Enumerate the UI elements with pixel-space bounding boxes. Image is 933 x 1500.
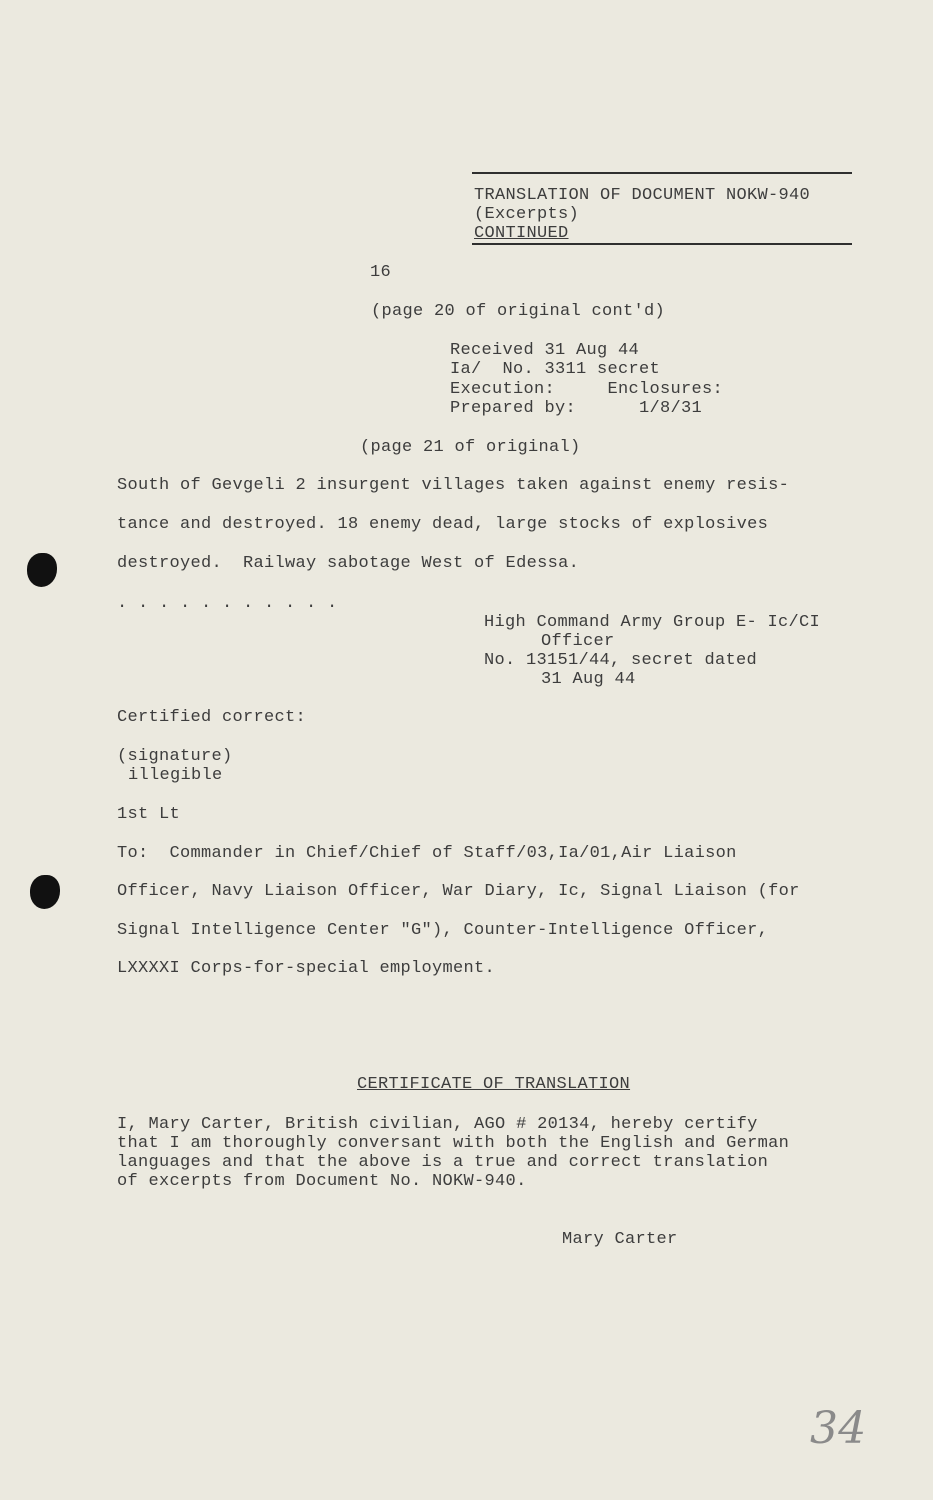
certificate-title: CERTIFICATE OF TRANSLATION [357, 1075, 631, 1094]
certified-correct: Certified correct: [117, 708, 307, 727]
ellipsis-dots: . . . . . . . . . . . [117, 594, 338, 613]
page-number: 16 [370, 263, 392, 282]
execution-enclosures: Execution: Enclosures: [450, 380, 724, 399]
rank: 1st Lt [117, 805, 181, 824]
distribution-line-4: LXXXXI Corps-for-special employment. [117, 959, 496, 978]
original-page-21-note: (page 21 of original) [360, 438, 581, 457]
header-continued: CONTINUED [474, 224, 569, 243]
distribution-line-3: Signal Intelligence Center "G"), Counter-Intelligence Officer, [117, 921, 769, 940]
distribution-line-2: Officer, Navy Liaison Officer, War Diary, Ic, Signal Liaison (for [117, 882, 800, 901]
hq-line-2: Officer [541, 632, 615, 651]
header-bottom-rule [472, 243, 852, 245]
certificate-signer: Mary Carter [562, 1230, 678, 1249]
hq-line-4: 31 Aug 44 [541, 670, 636, 689]
reference-number: Ia/ No. 3311 secret [450, 360, 661, 379]
certificate-line-1: I, Mary Carter, British civilian, AGO # 20134, hereby certify [117, 1115, 758, 1134]
punch-hole-bottom [30, 875, 60, 909]
hq-line-3: No. 13151/44, secret dated [484, 651, 758, 670]
signature-note: (signature) [117, 747, 233, 766]
punch-hole-top [27, 553, 57, 587]
certificate-line-2: that I am thoroughly conversant with both the English and German [117, 1134, 790, 1153]
header-title: TRANSLATION OF DOCUMENT NOKW-940 [474, 186, 811, 205]
signature-illegible: illegible [128, 766, 223, 785]
certificate-line-3: languages and that the above is a true and correct translation [117, 1153, 769, 1172]
certificate-line-4: of excerpts from Document No. NOKW-940. [117, 1172, 527, 1191]
header-subtitle: (Excerpts) [474, 205, 580, 224]
body-line-2: tance and destroyed. 18 enemy dead, large stocks of explosives [117, 515, 769, 534]
original-page-20-note: (page 20 of original cont'd) [371, 302, 666, 321]
body-line-3: destroyed. Railway sabotage West of Edessa. [117, 554, 580, 573]
body-line-1: South of Gevgeli 2 insurgent villages taken against enemy resis- [117, 476, 790, 495]
prepared-by: Prepared by: 1/8/31 [450, 399, 703, 418]
handwritten-page-number: 34 [810, 1403, 867, 1454]
hq-line-1: High Command Army Group E- Ic/CI [484, 613, 821, 632]
received-line: Received 31 Aug 44 [450, 341, 640, 360]
distribution-line-1: To: Commander in Chief/Chief of Staff/03,Ia/01,Air Liaison [117, 844, 737, 863]
header-top-rule [472, 172, 852, 174]
